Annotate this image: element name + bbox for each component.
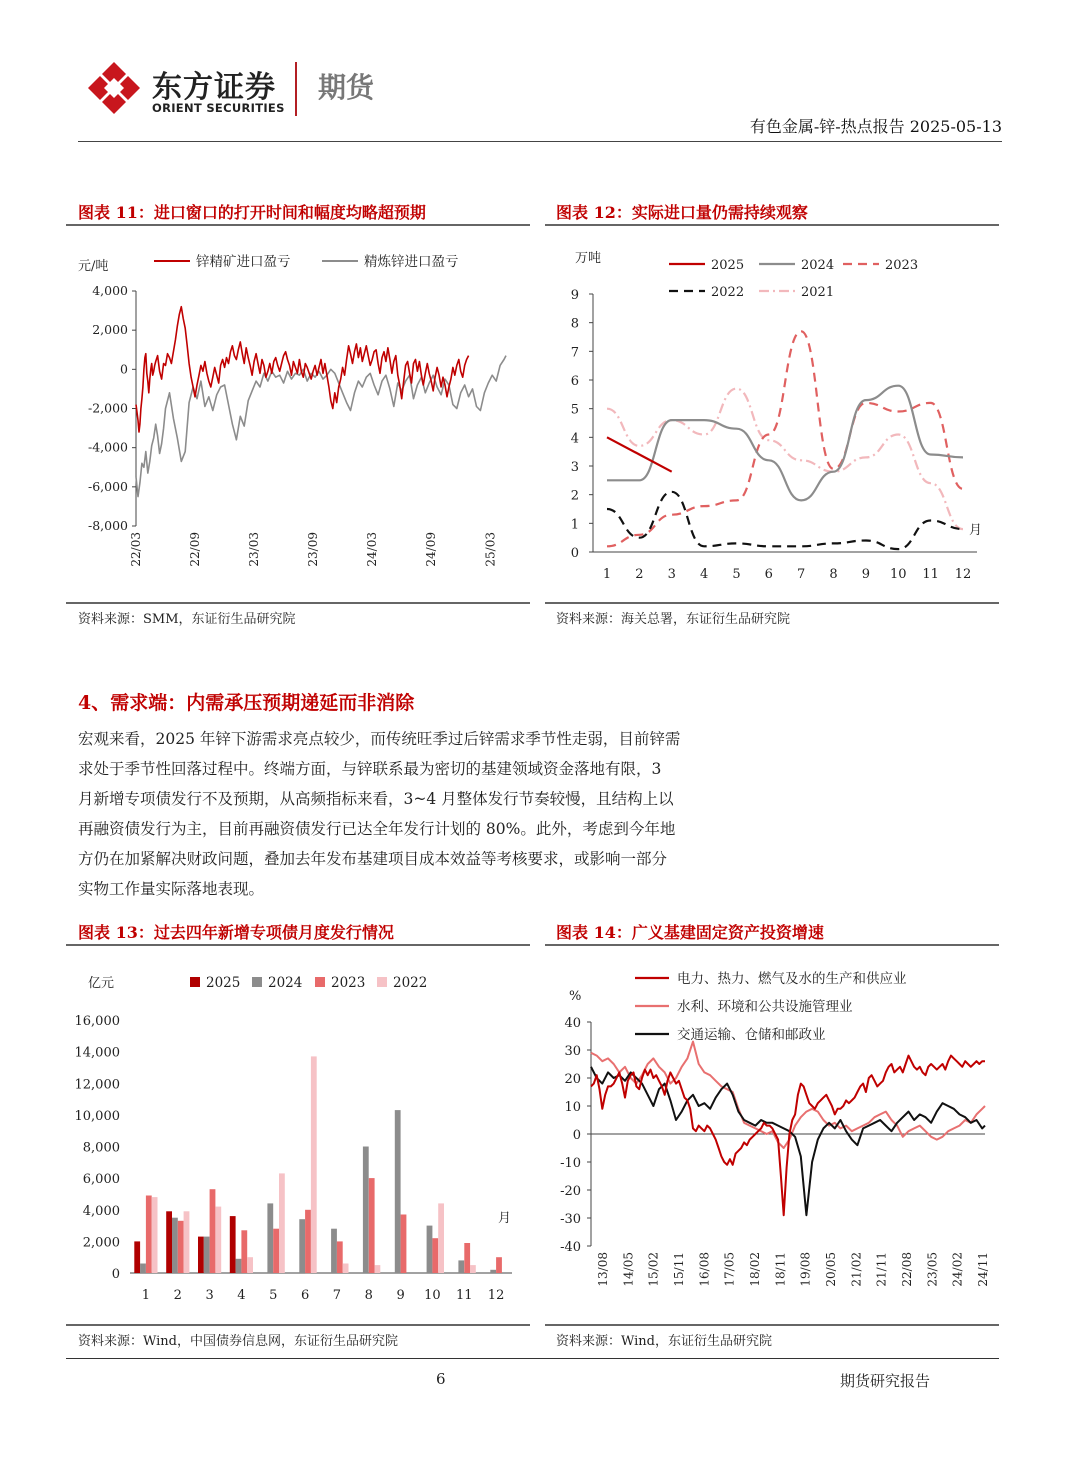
fig13-bar — [401, 1215, 407, 1274]
fig14-chart — [545, 956, 999, 1320]
fig11-ytick-label: -8,000 — [87, 518, 128, 533]
fig12-series-line — [607, 437, 672, 471]
fig13-bar — [470, 1265, 476, 1273]
fig14-ytick-label: 0 — [572, 1128, 581, 1143]
fig13-xtick-label: 9 — [396, 1288, 405, 1303]
fig11-title: 图表 11：进口窗口的打开时间和幅度均略超预期 — [78, 203, 426, 222]
brand-name-zh: 东方证券 — [152, 70, 276, 105]
fig13-ytick-label: 14,000 — [74, 1045, 120, 1061]
fig13-bar — [279, 1173, 285, 1273]
fig11-ytick-label: 4,000 — [92, 283, 128, 298]
fig13-ytick-label: 16,000 — [74, 1014, 120, 1029]
fig12-series-line — [607, 331, 963, 546]
fig13-bar — [490, 1270, 496, 1273]
fig13-xtick-label: 11 — [455, 1288, 473, 1303]
fig13-ytick-label: 0 — [111, 1267, 120, 1282]
fig13-xtick-label: 1 — [141, 1288, 151, 1303]
fig11-top-rule — [66, 224, 530, 226]
fig13-bar — [343, 1264, 349, 1274]
fig13-xtick-label: 12 — [487, 1288, 505, 1303]
fig14-legend-label: 水利、环境和公共设施管理业 — [677, 999, 853, 1015]
paragraph-line: 宏观来看，2025 年锌下游需求亮点较少，而传统旺季过后锌需求季节性走弱，目前锌需 — [78, 730, 681, 748]
fig14-xtick-label: 15/02 — [646, 1252, 661, 1287]
fig13-bar — [432, 1238, 438, 1273]
fig12-xtick-label: 1 — [602, 567, 612, 582]
fig13-bar — [241, 1230, 247, 1273]
fig14-xtick-label: 15/11 — [672, 1252, 686, 1287]
fig13-xtick-label: 3 — [205, 1288, 214, 1303]
fig13-bar — [172, 1218, 178, 1273]
fig11-xtick-label: 25/03 — [483, 532, 498, 567]
report-type: 期货研究报告 — [840, 1372, 931, 1390]
fig14-series-line — [591, 1042, 985, 1148]
fig12-legend-label: 2022 — [711, 285, 745, 300]
fig13-bar — [204, 1237, 210, 1273]
fig13-xtick-label: 7 — [332, 1288, 342, 1303]
fig12-ytick-label: 4 — [570, 431, 579, 447]
fig13-bar — [458, 1260, 464, 1273]
fig13-legend-swatch — [190, 977, 200, 987]
fig14-xtick-label: 24/02 — [950, 1252, 965, 1287]
fig11-xtick-label: 23/03 — [247, 532, 262, 567]
fig13-source: 资料来源：Wind，中国债券信息网，东证衍生品研究院 — [78, 1334, 398, 1349]
fig14-ytick-label: -40 — [560, 1240, 581, 1255]
fig12-ytick-label: 0 — [570, 546, 579, 561]
fig14-legend-label: 交通运输、仓储和邮政业 — [677, 1027, 826, 1043]
fig13-bar — [198, 1237, 204, 1273]
fig14-ytick-label: 10 — [564, 1100, 581, 1115]
fig12-legend-label: 2021 — [801, 285, 835, 300]
fig13-legend-label: 2025 — [206, 975, 241, 991]
fig11-bottom-rule — [66, 602, 530, 604]
fig11-chart — [66, 236, 530, 598]
fig11-source: 资料来源：SMM，东证衍生品研究院 — [78, 612, 296, 627]
fig13-chart — [66, 956, 530, 1320]
fig12-series-line — [607, 389, 963, 529]
fig13-bar — [166, 1211, 172, 1273]
fig11-ytick-label: 2,000 — [92, 322, 128, 338]
fig14-source: 资料来源：Wind，东证衍生品研究院 — [556, 1334, 772, 1349]
fig13-legend-label: 2024 — [268, 975, 303, 991]
paragraph-line: 再融资债发行为主，目前再融资债发行已达全年发行计划的 80%。此外，考虑到今年地 — [78, 820, 676, 838]
fig12-chart — [545, 236, 999, 598]
fig14-ytick-label: -10 — [560, 1156, 581, 1171]
fig14-ylabel: % — [569, 989, 582, 1004]
fig13-bar — [210, 1189, 216, 1273]
fig14-ytick-label: 20 — [564, 1072, 581, 1087]
fig11-xtick-label: 22/03 — [129, 532, 143, 567]
fig13-bar — [215, 1207, 221, 1273]
paragraph-line: 实物工作量实际落地表现。 — [78, 880, 265, 898]
fig13-bar — [427, 1226, 433, 1273]
fig13-xtick-label: 8 — [364, 1288, 373, 1303]
fig11-ytick-label: -2,000 — [87, 400, 128, 416]
fig14-xtick-label: 23/05 — [925, 1252, 940, 1287]
fig14-xtick-label: 24/11 — [976, 1252, 990, 1287]
fig12-xtick-label: 5 — [732, 567, 741, 582]
fig14-xtick-label: 21/02 — [849, 1252, 864, 1287]
fig13-ytick-label: 12,000 — [74, 1077, 120, 1093]
fig12-xtick-label: 7 — [797, 567, 806, 582]
fig14-ytick-label: 30 — [564, 1044, 581, 1059]
fig14-xtick-label: 17/05 — [722, 1252, 737, 1287]
fig12-xtick-label: 2 — [635, 567, 644, 582]
fig13-bar — [331, 1229, 337, 1273]
fig12-ytick-label: 6 — [570, 374, 579, 389]
fig13-bar — [140, 1264, 146, 1274]
fig12-xtick-label: 8 — [829, 567, 838, 582]
fig14-top-rule — [545, 944, 999, 946]
fig13-bar — [247, 1257, 253, 1273]
fig12-xtick-label: 10 — [889, 567, 907, 582]
report-title: 有色金属-锌-热点报告 2025-05-13 — [749, 117, 1002, 136]
fig11-legend-label: 锌精矿进口盈亏 — [196, 254, 291, 270]
fig13-bar — [230, 1216, 236, 1273]
page-number: 6 — [436, 1370, 446, 1388]
fig11-legend-label: 精炼锌进口盈亏 — [364, 254, 459, 270]
fig13-legend-label: 2022 — [393, 975, 428, 991]
fig13-bar — [395, 1110, 401, 1273]
fig14-xtick-label: 19/08 — [798, 1252, 813, 1287]
fig12-xtick-label: 9 — [861, 567, 871, 582]
fig13-bar — [273, 1229, 279, 1273]
fig12-top-rule — [545, 224, 999, 226]
fig11-xtick-label: 24/03 — [365, 532, 380, 567]
fig14-series-line — [591, 1056, 985, 1216]
fig14-title: 图表 14：广义基建固定资产投资增速 — [556, 923, 824, 942]
fig12-ytick-label: 8 — [570, 316, 579, 332]
logo-divider — [295, 62, 297, 116]
fig12-ytick-label: 7 — [570, 345, 579, 361]
fig13-bar — [236, 1259, 242, 1273]
orient-logo-icon — [86, 60, 142, 116]
fig13-bottom-rule — [66, 1324, 530, 1326]
fig13-xtick-label: 2 — [173, 1288, 182, 1303]
fig14-ytick-label: -20 — [560, 1184, 581, 1199]
fig12-xtick-label: 11 — [922, 567, 939, 582]
fig13-top-rule — [66, 944, 530, 946]
fig12-bottom-rule — [545, 602, 999, 604]
fig12-title: 图表 12：实际进口量仍需持续观察 — [556, 203, 808, 222]
fig13-bar — [146, 1196, 152, 1274]
header-rule — [78, 141, 1002, 142]
fig14-xtick-label: 22/08 — [900, 1252, 914, 1287]
fig13-ytick-label: 6,000 — [82, 1172, 120, 1188]
fig13-bar — [369, 1178, 375, 1273]
division-label: 期货 — [318, 71, 375, 104]
fig12-xtick-label: 4 — [699, 567, 709, 582]
fig13-bar — [305, 1210, 311, 1273]
fig11-xtick-label: 24/09 — [424, 532, 439, 567]
fig13-xtick-label: 10 — [424, 1288, 441, 1303]
fig14-xtick-label: 13/08 — [596, 1252, 610, 1287]
fig14-ytick-label: 40 — [564, 1016, 581, 1031]
fig12-ytick-label: 2 — [570, 488, 579, 504]
section-heading: 4、需求端：内需承压预期递延而非消除 — [78, 692, 415, 714]
fig13-bar — [464, 1243, 470, 1273]
fig13-bar — [375, 1265, 381, 1273]
fig13-bar — [363, 1147, 369, 1274]
fig11-ytick-label: -6,000 — [87, 478, 128, 494]
fig13-legend-swatch — [315, 977, 325, 987]
fig12-xlabel: 月 — [969, 523, 983, 538]
fig13-ytick-label: 8,000 — [82, 1140, 120, 1156]
fig11-xtick-label: 22/09 — [188, 532, 203, 567]
fig12-xtick-label: 6 — [764, 567, 773, 582]
fig13-bar — [178, 1221, 184, 1273]
fig14-xtick-label: 18/02 — [748, 1252, 762, 1287]
fig12-ytick-label: 1 — [570, 517, 579, 533]
fig14-bottom-rule — [545, 1324, 999, 1326]
fig13-bar — [311, 1056, 317, 1273]
fig11-series-line — [136, 307, 469, 432]
paragraph-line: 求处于季节性回落过程中。终端方面，与锌联系最为密切的基建领域资金落地有限，3 — [78, 760, 662, 778]
fig13-bar — [267, 1203, 273, 1273]
paragraph-line: 方仍在加紧解决财政问题，叠加去年发布基建项目成本效益等考核要求，或影响一部分 — [78, 850, 668, 868]
fig13-xtick-label: 5 — [269, 1288, 278, 1303]
fig12-ylabel: 万吨 — [575, 251, 602, 266]
fig13-bar — [134, 1241, 140, 1273]
fig14-ytick-label: -30 — [560, 1212, 581, 1227]
fig12-legend-label: 2023 — [885, 258, 919, 273]
fig13-bar — [152, 1197, 158, 1273]
fig13-title: 图表 13：过去四年新增专项债月度发行情况 — [78, 923, 394, 942]
fig13-legend-label: 2023 — [331, 975, 366, 991]
fig13-legend-swatch — [252, 977, 262, 987]
fig13-ylabel: 亿元 — [88, 976, 115, 991]
fig14-legend-label: 电力、热力、燃气及水的生产和供应业 — [677, 971, 907, 987]
fig13-legend-swatch — [377, 977, 387, 987]
fig13-bar — [299, 1219, 305, 1273]
fig12-ytick-label: 5 — [570, 402, 579, 418]
fig13-bar — [337, 1241, 343, 1273]
brand-name-en: ORIENT SECURITIES — [152, 101, 285, 115]
footer-rule — [66, 1358, 999, 1359]
fig14-xtick-label: 16/08 — [697, 1252, 712, 1287]
fig11-ytick-label: -4,000 — [87, 439, 128, 455]
fig12-legend-label: 2025 — [711, 258, 745, 273]
fig12-source: 资料来源：海关总署，东证衍生品研究院 — [556, 612, 791, 627]
fig13-ytick-label: 2,000 — [82, 1235, 120, 1251]
fig13-xtick-label: 4 — [237, 1288, 246, 1303]
fig14-xtick-label: 20/05 — [824, 1252, 838, 1287]
fig12-legend-label: 2024 — [801, 258, 835, 273]
fig11-ylabel: 元/吨 — [78, 259, 109, 274]
fig12-ytick-label: 9 — [570, 288, 579, 303]
fig13-bar — [438, 1203, 444, 1273]
fig13-ytick-label: 10,000 — [74, 1108, 120, 1124]
fig14-xtick-label: 18/11 — [773, 1252, 788, 1287]
fig11-xtick-label: 23/09 — [306, 532, 321, 567]
fig12-ytick-label: 3 — [570, 460, 579, 475]
fig13-xtick-label: 6 — [300, 1288, 310, 1303]
fig13-bar — [496, 1257, 502, 1273]
fig13-xlabel: 月 — [498, 1211, 512, 1226]
fig11-ytick-label: 0 — [120, 361, 128, 377]
fig12-xtick-label: 12 — [954, 567, 972, 582]
fig13-bar — [184, 1211, 190, 1273]
section-paragraph — [78, 724, 818, 904]
fig14-xtick-label: 21/11 — [874, 1252, 889, 1287]
fig12-xtick-label: 3 — [667, 567, 676, 582]
paragraph-line: 月新增专项债发行不及预期，从高频指标来看，3~4 月整体发行节奏较慢，且结构上以 — [78, 790, 674, 808]
fig14-xtick-label: 14/05 — [621, 1252, 636, 1287]
fig13-ytick-label: 4,000 — [82, 1203, 120, 1219]
